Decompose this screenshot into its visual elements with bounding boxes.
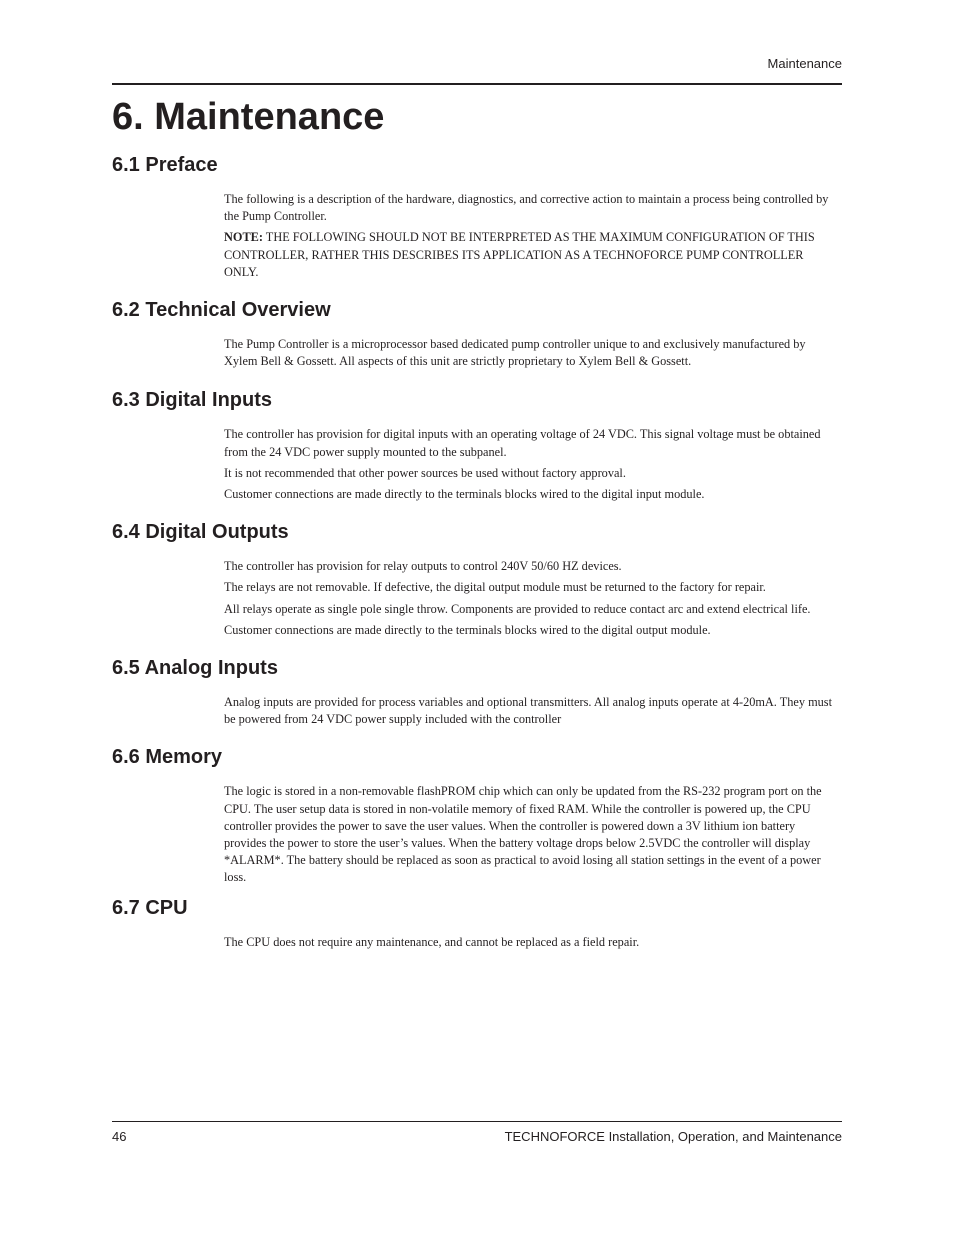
section-heading: 6.4 Digital Outputs: [112, 521, 289, 544]
paragraph: The controller has provision for digital inputs with an operating voltage of 24 VDC. This signal voltage must be obtained from the 24 VDC power supply mounted to the subpanel.: [224, 427, 821, 459]
sections-container: [112, 150, 842, 951]
page-number: 46: [112, 1129, 127, 1144]
running-header: Maintenance: [767, 56, 842, 71]
paragraph: It is not recommended that other power sources be used without factory approval.: [224, 465, 626, 480]
header-rule: [112, 83, 842, 85]
section-analog-inputs: [112, 653, 842, 728]
paragraph: The controller has provision for relay outputs to control 240V 50/60 HZ devices.: [224, 559, 622, 574]
footer-rule: [112, 1121, 842, 1122]
paragraph: The logic is stored in a non-removable flashPROM chip which can only be updated from the RS-232 program port on the CPU. The user setup data is stored in non-volatile memory of fixed RAM. While the controller is powered up, the CPU controller provides the power to save the user values. When the controller is powered down a 3V lithium ion battery provides the power to store the user’s values. When the battery voltage drops below 2.5VDC the controller will display *ALARM*. The battery should be replaced as soon as practical to avoid losing all station settings in the event of a power loss.: [224, 784, 822, 885]
chapter-title: 6. Maintenance: [112, 96, 385, 138]
paragraph: The CPU does not require any maintenance, and cannot be replaced as a field repair.: [224, 934, 640, 949]
paragraph: Customer connections are made directly to the terminals blocks wired to the digital output module.: [224, 622, 711, 637]
footer-document-title: TECHNOFORCE Installation, Operation, and Maintenance: [504, 1129, 842, 1144]
note-text: THE FOLLOWING SHOULD NOT BE INTERPRETED AS THE MAXIMUM CONFIGURATION OF THIS CONTROLLER, RATHER THIS DESCRIBES ITS APPLICATION AS A TECHNOFORCE PUMP CONTROLLER ONLY.: [224, 230, 815, 279]
section-heading: 6.5 Analog Inputs: [112, 657, 278, 680]
section-cpu: [112, 893, 842, 951]
paragraph: All relays operate as single pole single throw. Components are provided to reduce contact arc and extend electrical life.: [224, 601, 811, 616]
section-body: [224, 558, 836, 639]
section-body: [224, 336, 836, 370]
section-heading: 6.1 Preface: [112, 154, 218, 176]
paragraph: The Pump Controller is a microprocessor based dedicated pump controller unique to and exclusively manufactured by Xylem Bell & Gossett. All aspects of this unit are strictly proprietary to Xylem Bell & Gossett.: [224, 337, 806, 369]
section-heading: 6.2 Technical Overview: [112, 299, 331, 322]
section-technical-overview: [112, 295, 842, 370]
section-heading: 6.6 Memory: [112, 746, 223, 769]
paragraph: Customer connections are made directly to the terminals blocks wired to the digital input module.: [224, 487, 705, 502]
section-body: [224, 783, 836, 886]
paragraph: The relays are not removable. If defective, the digital output module must be returned to the factory for repair.: [224, 580, 766, 595]
section-digital-outputs: [112, 517, 842, 639]
section-heading: 6.7 CPU: [112, 896, 188, 919]
note-paragraph: [224, 229, 836, 281]
paragraph: The following is a description of the hardware, diagnostics, and corrective action to maintain a process being controlled by the Pump Controller.: [224, 192, 829, 224]
section-body: [224, 191, 836, 281]
section-body: [224, 426, 836, 503]
paragraph: Analog inputs are provided for process variables and optional transmitters. All analog inputs operate at 4-20mA. They must be powered from 24 VDC power supply included with the controller: [224, 695, 832, 727]
section-body: [224, 694, 836, 728]
section-body: [224, 934, 836, 951]
section-digital-inputs: [112, 385, 842, 503]
section-heading: 6.3 Digital Inputs: [112, 389, 273, 412]
section-preface: [112, 150, 842, 281]
section-memory: [112, 742, 842, 886]
note-label: NOTE:: [224, 230, 263, 245]
